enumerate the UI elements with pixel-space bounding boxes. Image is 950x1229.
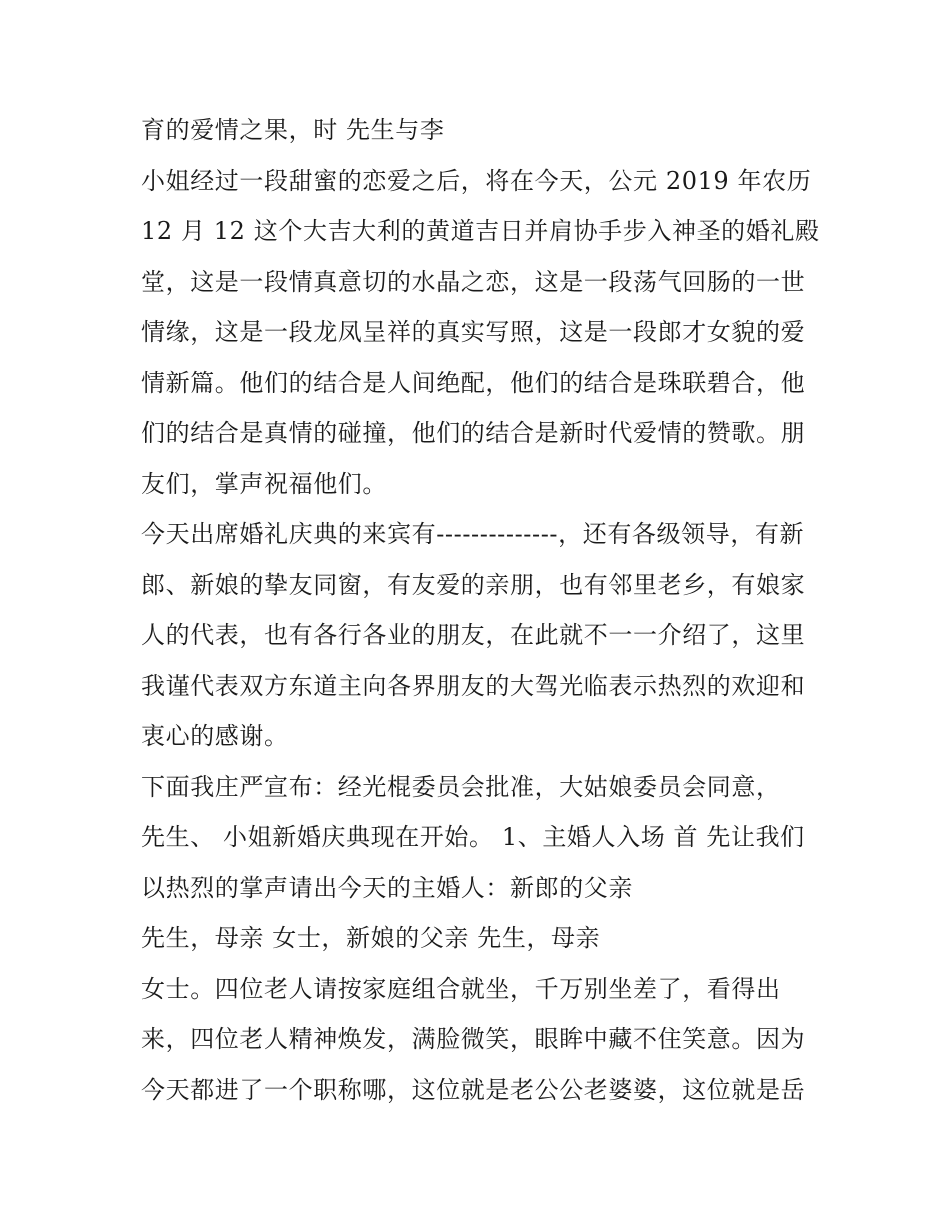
text-line: 堂，这是一段情真意切的水晶之恋，这是一段荡气回肠的一世 — [141, 267, 806, 296]
text-line: 育的爱情之果，时 先生与李 — [141, 116, 445, 144]
text-line: 今天都进了一个职称哪，这位就是老公公老婆婆，这位就是岳 — [141, 1075, 806, 1104]
text-line: 先生、 小姐新婚庆典现在开始。 1、主婚人入场 首 先让我们 — [141, 823, 805, 851]
text-line: 小姐经过一段甜蜜的恋爱之后，将在今天，公元 2019 年农历 — [141, 166, 812, 195]
text-line: 人的代表，也有各行各业的朋友，在此就不一一介绍了，这里 — [141, 621, 806, 649]
text-line: 们的结合是真情的碰撞，他们的结合是新时代爱情的赞歌。朋 — [141, 419, 806, 447]
text-line: 友们，掌声祝福他们。 — [141, 469, 387, 498]
text-line: 来，四位老人精神焕发，满脸微笑，眼眸中藏不住笑意。因为 — [141, 1025, 806, 1053]
text-line: 情缘，这是一段龙凤呈祥的真实写照，这是一段郎才女貌的爱 — [141, 318, 806, 346]
text-line: 女士。四位老人请按家庭组合就坐，千万别坐差了，看得出 — [141, 974, 781, 1003]
text-line: 我谨代表双方东道主向各界朋友的大驾光临表示热烈的欢迎和 — [141, 671, 806, 700]
text-line: 先生，母亲 女士，新娘的父亲 先生，母亲 — [141, 924, 601, 952]
text-line: 衷心的感谢。 — [141, 722, 289, 750]
text-line: 下面我庄严宣布：经光棍委员会批准，大姑娘委员会同意， — [141, 772, 781, 801]
text-line: 今天出席婚礼庆典的来宾有--------------，还有各级领导，有新 — [141, 520, 805, 548]
text-line: 情新篇。他们的结合是人间绝配，他们的结合是珠联碧合，他 — [141, 368, 806, 397]
body-text — [141, 105, 821, 1115]
text-line: 以热烈的掌声请出今天的主婚人：新郎的父亲 — [141, 873, 633, 902]
text-line: 郎、新娘的挚友同窗，有友爱的亲朋，也有邻里老乡，有娘家 — [141, 570, 806, 599]
text-line: 12 月 12 这个大吉大利的黄道吉日并肩协手步入神圣的婚礼殿 — [141, 217, 820, 245]
